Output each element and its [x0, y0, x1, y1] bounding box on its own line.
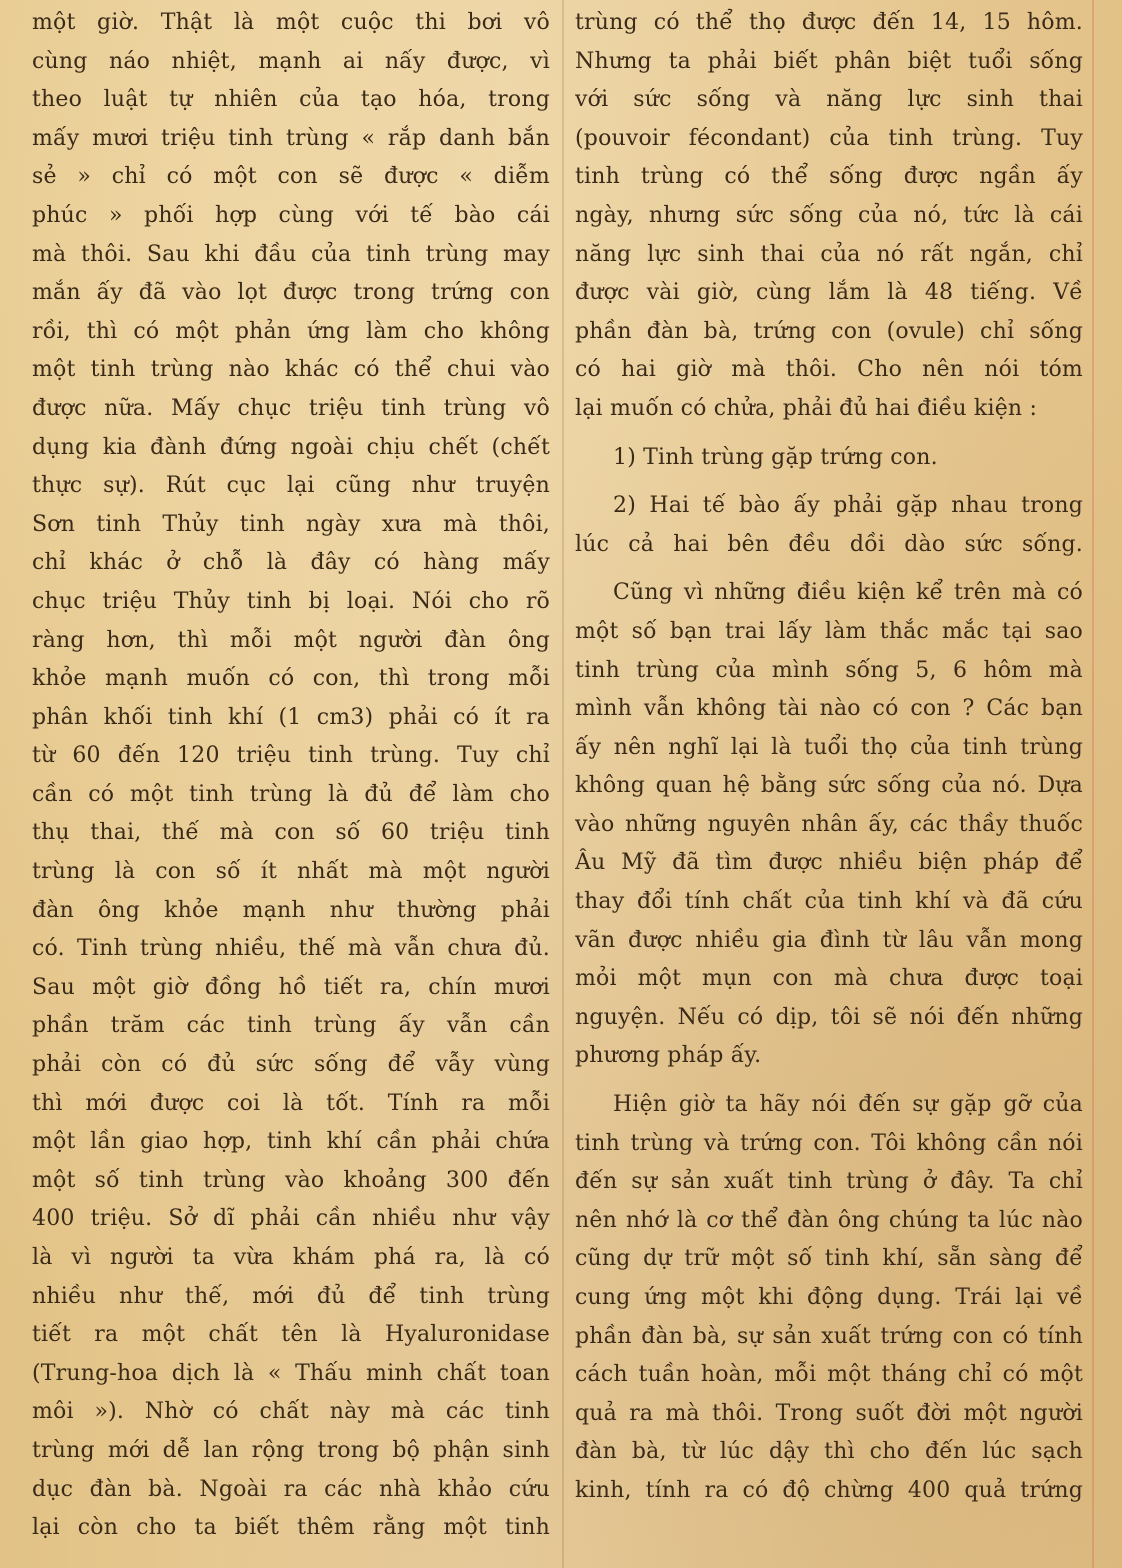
text-line: vãn được nhiều gia đình từ lâu vẫn mong	[575, 927, 1083, 953]
text-line: đàn ông khỏe mạnh như thường phải	[32, 897, 550, 923]
text-line: tinh trùng có thể sống được ngần ấy	[575, 164, 1083, 190]
text-line: tiết ra một chất tên là Hyaluronidase	[32, 1322, 550, 1348]
text-line: được nữa. Mấy chục triệu tinh trùng vô	[32, 395, 550, 421]
text-line: mỏi một mụn con mà chưa được toại	[575, 966, 1083, 992]
text-line: 400 triệu. Sở dĩ phải cần nhiều như vậy	[32, 1206, 550, 1232]
text-line: chỉ khác ở chỗ là đây có hàng mấy	[32, 550, 550, 576]
text-line: Nhưng ta phải biết phân biệt tuổi sống	[575, 48, 1083, 74]
text-line: kinh, tính ra có độ chừng 400 quả trứng	[575, 1477, 1083, 1503]
text-line: một số tinh trùng vào khoảng 300 đến	[32, 1167, 550, 1193]
text-line: tinh trùng và trứng con. Tôi không cần nói	[575, 1130, 1083, 1156]
right-column	[575, 4, 1083, 1511]
text-line: phân khối tinh khí (1 cm3) phải có ít ra	[32, 704, 550, 730]
text-line: thụ thai, thế mà con số 60 triệu tinh	[32, 820, 550, 846]
list-item: lúc cả hai bên đều dồi dào sức sống.	[575, 531, 1083, 557]
text-line: dục đàn bà. Ngoài ra các nhà khảo cứu	[32, 1476, 550, 1502]
text-line: cũng dự trữ một số tinh khí, sẵn sàng để	[575, 1246, 1083, 1272]
text-line: Sơn tinh Thủy tinh ngày xưa mà thôi,	[32, 511, 550, 537]
list-gap	[575, 477, 1083, 487]
text-line: trùng là con số ít nhất mà một người	[32, 859, 550, 885]
text-line: được vài giờ, cùng lắm là 48 tiếng. Về	[575, 280, 1083, 306]
text-line: ấy nên nghĩ lại là tuổi thọ của tinh trùng	[575, 734, 1083, 760]
text-line: phúc » phối hợp cùng với tế bào cái	[32, 202, 550, 228]
text-line: năng lực sinh thai của nó rất ngắn, chỉ	[575, 241, 1083, 267]
text-line: ràng hơn, thì mỗi một người đàn ông	[32, 627, 550, 653]
text-line: môi »). Nhờ có chất này mà các tinh	[32, 1399, 550, 1425]
paragraph-gap	[575, 1076, 1083, 1086]
text-line: nên nhớ là cơ thể đàn ông chúng ta lúc nào	[575, 1207, 1083, 1233]
text-line: quả ra mà thôi. Trong suốt đời một người	[575, 1400, 1083, 1426]
text-line: ngày, nhưng sức sống của nó, tức là cái	[575, 202, 1083, 228]
text-line: theo luật tự nhiên của tạo hóa, trong	[32, 87, 550, 113]
text-line: vào những nguyên nhân ấy, các thầy thuốc	[575, 811, 1083, 837]
text-line: với sức sống và năng lực sinh thai	[575, 87, 1083, 113]
text-line: (pouvoir fécondant) của tinh trùng. Tuy	[575, 125, 1083, 151]
page-edge-mark	[1092, 0, 1094, 1568]
text-line: có. Tinh trùng nhiều, thế mà vẫn chưa đủ.	[32, 936, 550, 962]
right-paragraph-2	[575, 574, 1083, 1076]
text-line: thay đổi tính chất của tinh khí và đã cứu	[575, 889, 1083, 915]
text-line: rồi, thì có một phản ứng làm cho không	[32, 318, 550, 344]
text-line: mắn ấy đã vào lọt được trong trứng con	[32, 280, 550, 306]
text-line: chục triệu Thủy tinh bị loại. Nói cho rõ	[32, 588, 550, 614]
text-line: nhiều như thế, mới đủ để tinh trùng	[32, 1283, 550, 1309]
text-line: mà thôi. Sau khi đầu của tinh trùng may	[32, 241, 550, 267]
text-line: một lần giao hợp, tinh khí cần phải chứa	[32, 1129, 550, 1155]
text-line: thì mới được coi là tốt. Tính ra mỗi	[32, 1090, 550, 1116]
text-line: cần có một tinh trùng là đủ để làm cho	[32, 781, 550, 807]
text-line: lại còn cho ta biết thêm rằng một tinh	[32, 1515, 550, 1541]
list-item: 1) Tinh trùng gặp trứng con.	[613, 444, 938, 470]
text-line: (Trung-hoa dịch là « Thấu minh chất toan	[32, 1360, 550, 1386]
text-line: khỏe mạnh muốn có con, thì trong mỗi	[32, 666, 550, 692]
text-line: mấy mươi triệu tinh trùng « rắp danh bắn	[32, 125, 550, 151]
text-line: một số bạn trai lấy làm thắc mắc tại sao	[575, 618, 1083, 644]
text-line: trùng có thể thọ được đến 14, 15 hôm.	[575, 10, 1083, 35]
text-line: cùng náo nhiệt, mạnh ai nấy được, vì	[32, 48, 550, 74]
text-line: Sau một giờ đồng hồ tiết ra, chín mươi	[32, 974, 550, 1000]
text-line: đến sự sản xuất tinh trùng ở đây. Ta chỉ	[575, 1169, 1083, 1195]
text-line: sẻ » chỉ có một con sẽ được « diễm	[32, 164, 550, 190]
column-fold-line	[562, 0, 564, 1568]
text-line: một tinh trùng nào khác có thể chui vào	[32, 357, 550, 383]
paragraph-gap	[575, 564, 1083, 574]
list-item: 2) Hai tế bào ấy phải gặp nhau trong	[613, 493, 1083, 519]
conditions-list	[575, 439, 1083, 565]
text-line: dụng kia đành đứng ngoài chịu chết (chết	[32, 434, 550, 460]
text-line: phương pháp ấy.	[575, 1043, 762, 1069]
text-line: phần đàn bà, trứng con (ovule) chỉ sống	[575, 318, 1083, 344]
text-line: Cũng vì những điều kiện kể trên mà có	[613, 580, 1083, 606]
text-line: có hai giờ mà thôi. Cho nên nói tóm	[575, 357, 1083, 383]
text-line: là vì người ta vừa khám phá ra, là có	[32, 1245, 550, 1270]
paragraph-gap	[575, 429, 1083, 439]
text-line: thực sự). Rút cục lại cũng như truyện	[32, 473, 550, 499]
text-line: phần đàn bà, sự sản xuất trứng con có tính	[575, 1323, 1083, 1349]
text-line: tinh trùng của mình sống 5, 6 hôm mà	[575, 657, 1083, 683]
text-line: từ 60 đến 120 triệu tinh trùng. Tuy chỉ	[32, 743, 550, 769]
text-line: một giờ. Thật là một cuộc thi bơi vô	[32, 10, 550, 35]
text-line: cung ứng một khi động dụng. Trái lại về	[575, 1285, 1083, 1310]
right-paragraph-3	[575, 1086, 1083, 1511]
text-line: mình vẫn không tài nào có con ? Các bạn	[575, 696, 1083, 722]
text-line: nguyện. Nếu có dịp, tôi sẽ nói đến những	[575, 1004, 1083, 1030]
left-column	[32, 4, 550, 1548]
text-line: trùng mới dễ lan rộng trong bộ phận sinh	[32, 1437, 550, 1463]
text-line: đàn bà, từ lúc dậy thì cho đến lúc sạch	[575, 1439, 1083, 1465]
text-line: cách tuần hoàn, mỗi một tháng chỉ có một	[575, 1362, 1083, 1388]
text-line: Âu Mỹ đã tìm được nhiều biện pháp để	[575, 850, 1083, 876]
text-line: phần trăm các tinh trùng ấy vẫn cần	[32, 1013, 550, 1039]
text-line: không quan hệ bằng sức sống của nó. Dựa	[575, 773, 1083, 799]
text-line: phải còn có đủ sức sống để vẫy vùng	[32, 1052, 550, 1078]
right-paragraph-1	[575, 4, 1083, 429]
text-line: Hiện giờ ta hãy nói đến sự gặp gỡ của	[613, 1092, 1083, 1118]
text-line: lại muốn có chửa, phải đủ hai điều kiện :	[575, 395, 1038, 421]
